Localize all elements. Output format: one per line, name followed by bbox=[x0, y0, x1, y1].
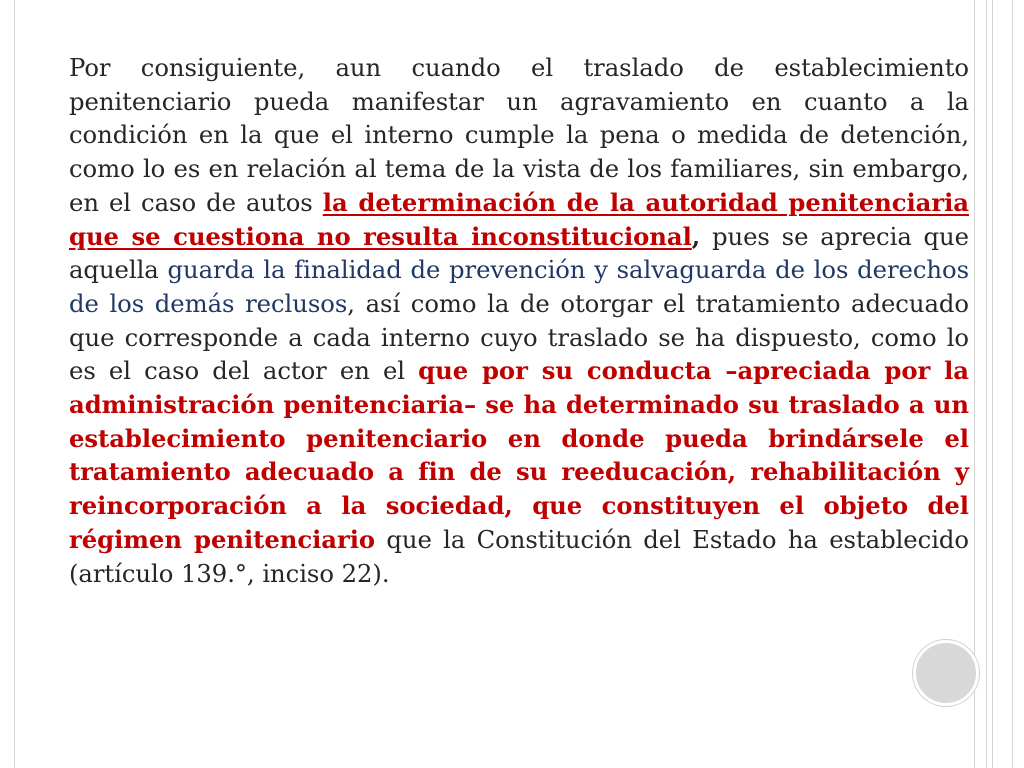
paragraph-text-part4: que la Constitución del Estado ha establecido (artículo 139.°, inciso 22). bbox=[69, 524, 969, 588]
highlighted-conclusion: la determinación de la autoridad penitenciaria que se cuestiona no resulta inconstitucional bbox=[69, 187, 969, 251]
decorative-circle bbox=[913, 640, 979, 706]
decoration-line bbox=[992, 0, 993, 768]
decoration-line bbox=[986, 0, 987, 768]
decoration-line bbox=[1012, 0, 1013, 768]
decoration-line bbox=[974, 0, 975, 768]
left-frame-border bbox=[0, 0, 15, 768]
blue-emphasis: guarda la finalidad de prevención y salvaguarda de los derechos de los demás reclusos bbox=[69, 255, 969, 318]
comma: , bbox=[691, 221, 701, 251]
right-frame-decoration bbox=[964, 0, 1024, 768]
paragraph-text-part1: Por consiguiente, aun cuando el traslado de establecimiento penitenciario pueda manifestar un agravamiento en cuanto a la condición en la que el interno cumple la pena o medida de detención, como lo es en relación al tema de la vista de los familiares, sin embargo, en el caso de autos bbox=[69, 53, 969, 217]
paragraph-text-part2: pues se aprecia que aquella bbox=[69, 221, 969, 285]
red-emphasis: que por su conducta –apreciada por la administración penitenciaria– se ha determinado su traslado a un establecimiento penitenciario en donde pueda brindársele el tratamiento adecuado a fin de su reeducación, rehabilitación y reincorporación a la sociedad, que constituyen el objeto del régimen penitenciario bbox=[69, 356, 969, 554]
paragraph-text-part3: , así como la de otorgar el tratamiento adecuado que corresponde a cada interno cuyo traslado se ha dispuesto, como lo es el caso del actor en el bbox=[69, 288, 969, 386]
body-paragraph bbox=[69, 51, 969, 590]
